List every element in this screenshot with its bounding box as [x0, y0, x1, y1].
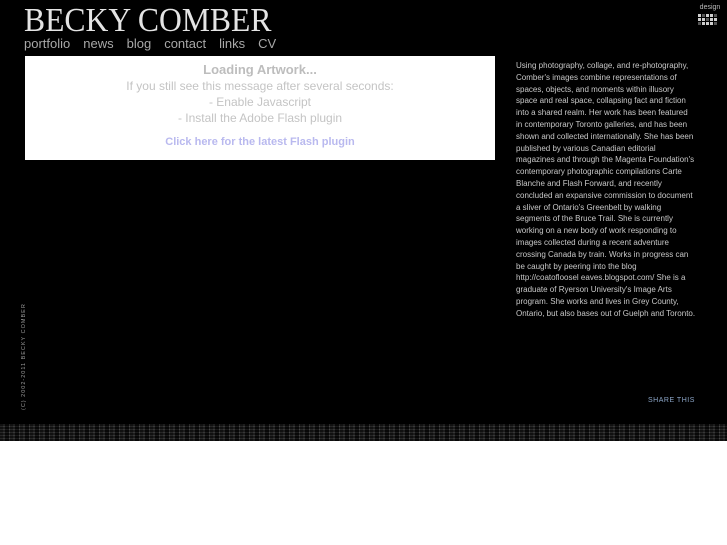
textured-footer-strip [0, 424, 727, 441]
design-credit-badge[interactable] [697, 4, 723, 25]
share-this-link[interactable]: SHARE THIS [648, 397, 695, 404]
loading-title: Loading Artwork... [203, 62, 317, 77]
nav-item-contact[interactable]: contact [164, 36, 207, 51]
flash-plugin-link[interactable]: Click here for the latest Flash plugin [165, 136, 355, 148]
nav-item-links[interactable]: links [219, 36, 246, 51]
flash-notice-plugin: - Install the Adobe Flash plugin [177, 111, 343, 125]
design-credit-label: design [699, 4, 721, 11]
flash-notice-javascript: - Enable Javascript [208, 95, 312, 109]
nav-item-portfolio[interactable]: portfolio [24, 36, 71, 51]
artist-bio: Using photography, collage, and re-photography, Comber's images combine representations of spaces, objects, and moments within illusory space and real space, collapsing fact and fiction into a shared realm. Her work has been featured in contemporary Toronto galleries, and has been shown and collected internationally. She has been published by various Canadian editorial magazines and through the Magenta Foundation's contemporary photographic compilations Carte Blanche and Flash Forward, and recently concluded an expansive commission to document a sliver of Ontario's Greenbelt by walking segments of the Bruce Trail. She is currently working on a new body of work responding to images collected during a recent adventure crossing Canada by train. Works in progress can be caught by peering into the blog http://coatofloosel eaves.blogspot.com/ She is a graduate of Ryerson University's Image Arts program. She works and lives in Grey County, Ontario, but also bases out of Guelph and Toronto. [516, 61, 696, 318]
flash-artwork-placeholder [25, 56, 495, 160]
site-logo[interactable]: BECKY COMBER [24, 2, 272, 39]
nav-item-news[interactable]: news [83, 36, 114, 51]
copyright-notice: (C) 2002-2011 BECKY COMBER [21, 303, 27, 410]
main-nav [24, 36, 276, 51]
grid-logo-icon [698, 14, 717, 25]
nav-item-blog[interactable]: blog [126, 36, 152, 51]
nav-item-cv[interactable]: CV [258, 36, 277, 51]
flash-notice-line: If you still see this message after several seconds: [126, 79, 394, 93]
